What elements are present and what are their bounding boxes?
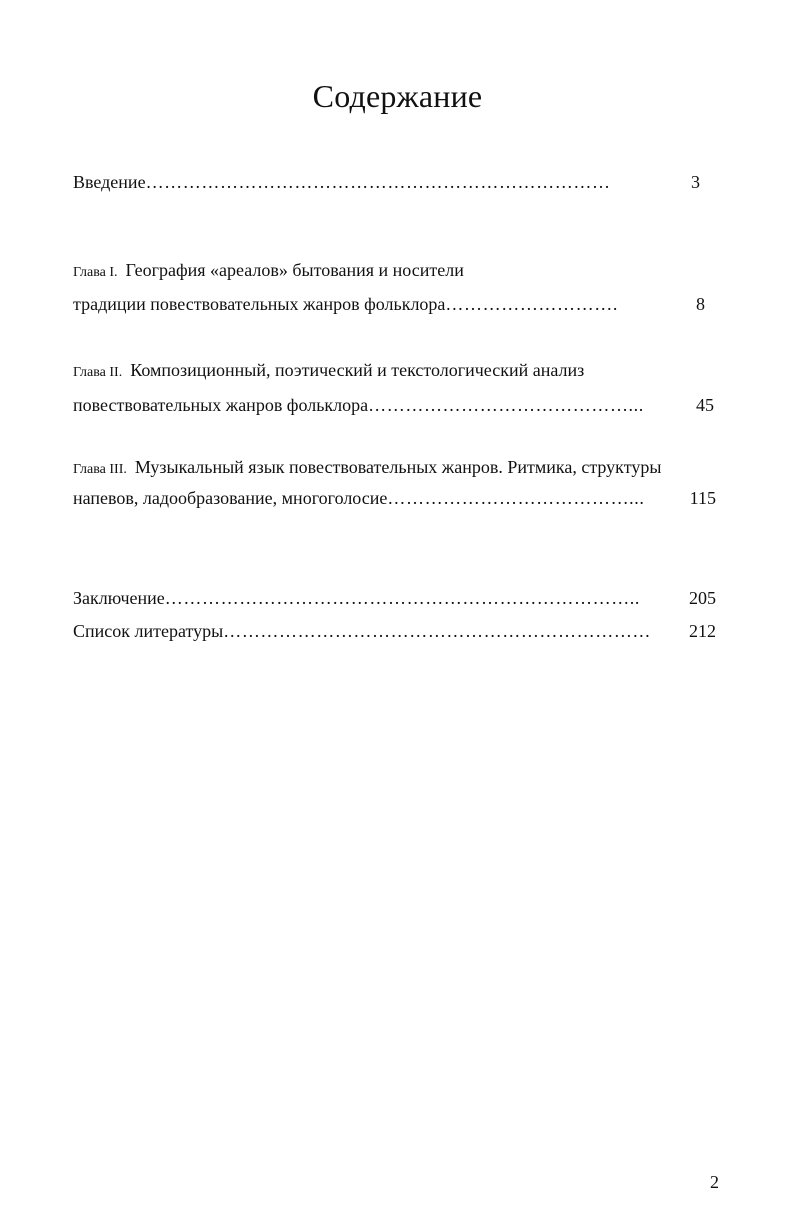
leader-dots: …………………………………... — [387, 488, 645, 508]
toc-entry-text: Список литературы — [73, 621, 224, 641]
chapter-label: Глава II. — [73, 365, 123, 380]
toc-page-ch1: 8 — [696, 294, 705, 314]
toc-page-ch3: 115 — [689, 488, 716, 508]
chapter-title-line1: Музыкальный язык повествовательных жанров. Ритмика, структуры — [134, 457, 662, 477]
toc-chapter-1-line2[interactable] — [73, 292, 673, 316]
toc-entry-text: Заключение — [73, 588, 165, 608]
leader-dots: ………………………………………………………………… — [145, 172, 611, 192]
leader-dots: ……………………………………... — [368, 395, 644, 415]
page-title: Содержание — [312, 78, 483, 114]
chapter-title-line2: традиции повествовательных жанров фольклора — [73, 294, 446, 314]
chapter-title-line1: География «ареалов» бытования и носители — [125, 260, 464, 280]
toc-page-intro: 3 — [691, 172, 700, 192]
chapter-title-line1: Композиционный, поэтический и текстологический анализ — [130, 360, 585, 380]
toc-chapter-2-line2[interactable] — [73, 393, 683, 417]
toc-entry-intro[interactable] — [73, 170, 673, 194]
chapter-title-line2: повествовательных жанров фольклора — [73, 395, 369, 415]
leader-dots: ………………………. — [445, 294, 618, 314]
toc-chapter-2-heading[interactable] — [73, 358, 713, 385]
chapter-label: Глава III. — [73, 462, 127, 477]
toc-entry-bibliography[interactable] — [73, 619, 681, 643]
toc-chapter-1-heading[interactable] — [73, 258, 693, 285]
toc-page-bibliography: 212 — [689, 621, 716, 641]
toc-page-conclusion: 205 — [689, 588, 716, 608]
toc-entry-text: Введение — [73, 172, 146, 192]
toc-entry-conclusion[interactable] — [73, 586, 681, 610]
chapter-title-line2: напевов, ладообразование, многоголосие — [73, 488, 388, 508]
chapter-label: Глава I. — [73, 265, 118, 280]
toc-chapter-3-heading[interactable] — [73, 455, 733, 482]
toc-page-ch2: 45 — [696, 395, 714, 415]
toc-chapter-3-line2[interactable] — [73, 486, 673, 510]
leader-dots: …………………………………………………………… — [223, 621, 652, 641]
leader-dots: ………………………………………………………………….. — [164, 588, 640, 608]
page-number: 2 — [710, 1172, 719, 1192]
